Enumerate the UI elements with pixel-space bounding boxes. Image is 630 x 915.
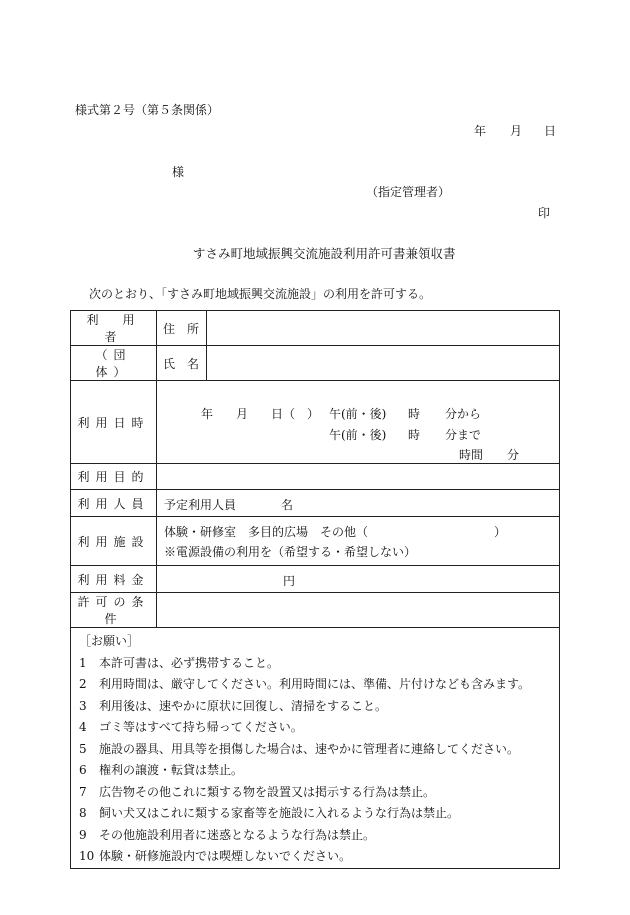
document-title: すさみ町地域振興交流施設利用許可書兼領収書 (193, 246, 456, 261)
datetime-field[interactable] (157, 381, 560, 464)
people-label: 利用人員 (71, 490, 157, 517)
dt-ampm-start: 午(前・後) (329, 407, 387, 421)
list-item: 9 その他施設利用者に迷惑となるような行為は禁止。 (79, 827, 376, 842)
dt-min-start: 分から (445, 407, 482, 421)
fee-field[interactable] (157, 566, 560, 593)
purpose-row (71, 464, 560, 490)
facility-field[interactable] (157, 517, 560, 566)
group-label: （団 体） (71, 346, 157, 381)
date-day: 日 (544, 124, 557, 138)
address-field[interactable] (207, 311, 560, 346)
purpose-field[interactable] (157, 464, 560, 490)
date-year: 年 (474, 124, 487, 138)
list-item: 6 権利の譲渡・転貸は禁止。 (79, 763, 244, 777)
datetime-row (71, 381, 560, 464)
dt-year: 年 (201, 407, 214, 421)
facility-label: 利用施設 (71, 517, 157, 566)
intro-text: 次のとおり、「すさみ町地域振興交流施設」の利用を許可する。 (89, 287, 432, 301)
dt-total-hours: 時間 (459, 448, 484, 462)
facility-close: ） (494, 525, 507, 539)
list-item: 3 利用後は、速やかに原状に回復し、清掃をすること。 (79, 698, 388, 713)
people-unit: 名 (281, 498, 294, 512)
fee-label: 利用料金 (71, 566, 157, 593)
conditions-label: 許可の条件 (71, 593, 157, 628)
list-item: 7 広告物その他これに類する物を設置又は掲示する行為は禁止。 (79, 784, 436, 799)
dt-ampm-end: 午(前・後) (329, 428, 387, 442)
people-row (71, 490, 560, 517)
purpose-label: 利用目的 (71, 464, 157, 490)
dt-month: 月 (236, 407, 249, 421)
list-item: 1 本許可書は、必ず携帯すること。 (79, 655, 280, 670)
name-label: 氏 名 (157, 346, 207, 381)
user-label: 利 用 者 (71, 311, 157, 346)
facility-power-option: ※電源設備の利用を（希望する・希望しない） (164, 545, 417, 559)
notes-heading: ［お願い］ (79, 634, 140, 648)
people-expected-label: 予定利用人員 (164, 498, 237, 512)
list-item: 2 利用時間は、厳守してください。利用時間には、準備、片付けなども含みます。 (79, 677, 531, 691)
dt-hour-end: 時 (408, 428, 421, 442)
people-field[interactable] (157, 490, 560, 517)
name-field[interactable] (207, 346, 560, 381)
datetime-label: 利用日時 (71, 381, 157, 464)
dt-min-end: 分まで (445, 428, 482, 442)
facility-options: 体験・研修室 多目的広場 その他（ (164, 525, 369, 539)
permit-table (70, 310, 560, 869)
list-item: 5 施設の器具、用具等を損傷した場合は、速やかに管理者に連絡してください。 (79, 741, 520, 756)
dt-hour-start: 時 (408, 407, 421, 421)
list-item: 8 飼い犬又はこれに類する家畜等を施設に入れるような行為は禁止。 (79, 806, 460, 820)
address-label: 住 所 (157, 311, 207, 346)
dt-day: 日（ ） (271, 407, 320, 421)
fee-unit: 円 (283, 574, 296, 588)
seal-mark: 印 (538, 206, 551, 220)
list-item: 4 ゴミ等はすべて持ち帰ってください。 (79, 720, 303, 734)
form-number: 様式第２号（第５条関係） (75, 103, 220, 117)
notes-section (71, 628, 560, 869)
conditions-field[interactable] (157, 593, 560, 628)
dt-total-min: 分 (507, 448, 520, 462)
fee-row (71, 566, 560, 593)
conditions-row (71, 593, 560, 628)
facility-row (71, 517, 560, 566)
list-item: 10 体験・研修施設内では喫煙しないでください。 (79, 849, 352, 863)
notes-row (71, 628, 560, 869)
issuer-label: （指定管理者） (366, 185, 451, 199)
user-row-name (71, 346, 560, 381)
addressee-suffix: 様 (172, 165, 185, 179)
user-row-address (71, 311, 560, 346)
date-month: 月 (510, 124, 523, 138)
